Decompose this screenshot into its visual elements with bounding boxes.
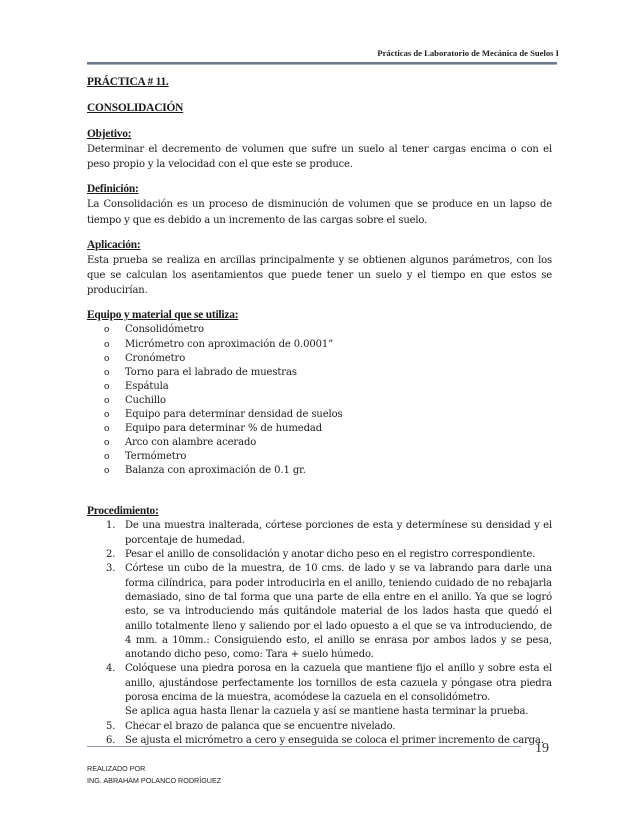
header-divider: [87, 62, 557, 65]
bullet-icon: o: [104, 339, 110, 350]
bullet-icon: o: [104, 438, 110, 449]
application-text: Esta prueba se realiza en arcillas principalmente y se obtienen algunos parámetros, con los que se calculan los asentamientos que puede tener un suelo y el tiempo en que estos se producirían.: [87, 254, 552, 297]
bullet-icon: o: [104, 424, 110, 435]
procedure-step: 6. Se ajusta el micrómetro a cero y enseguida se coloca el primer incremento de carga.: [106, 734, 544, 746]
list-item: o Arco con alambre acerado: [87, 436, 552, 450]
procedure-steps: [87, 519, 552, 748]
list-item: o Torno para el labrado de muestras: [87, 366, 552, 380]
list-item: o Equipo para determinar % de humedad: [87, 422, 552, 436]
practice-number: PRÁCTICA # 11.: [87, 76, 169, 88]
bullet-icon: o: [104, 367, 110, 378]
bullet-icon: o: [104, 353, 110, 364]
page-number: 19: [535, 741, 549, 756]
page-content: [87, 75, 552, 748]
practice-title: CONSOLIDACIÓN: [87, 102, 184, 114]
footer-credits: [87, 763, 221, 787]
procedure-step: 1. De una muestra inalterada, córtese porciones de esta y determínese su densidad y el porcentaje de humedad.: [106, 520, 552, 546]
bullet-icon: o: [104, 381, 110, 392]
list-item: o Cuchillo: [87, 394, 552, 408]
list-item: o Balanza con aproximación de 0.1 gr.: [87, 464, 552, 478]
list-item: o Espátula: [87, 380, 552, 394]
procedure-step: 3. Córtese un cubo de la muestra, de 10 cms. de lado y se va labrando para darle una forma cilíndrica, para poder introducirla en el anillo, teniendo cuidado de no rebajarla demasiado, sino de tal forma que una parte de ella entre en el anillo. Ya que se logró esto, se va introduciendo más quitándole material de los lados hasta que quedó el anillo totalmente lleno y saliendo por el lado opuesto a el que se va introduciendo, de 4 mm. a 10mm.: Consiguiendo esto, el anillo se enrasa por ambos lados y se pesa, anotando dicho peso, como: Tara + suelo húmedo.: [106, 563, 552, 661]
bullet-icon: o: [104, 452, 110, 463]
footer-line-2: ING. ABRAHAM POLANCO RODRÍGUEZ: [87, 776, 222, 785]
application-heading: Aplicación:: [87, 238, 141, 251]
list-item: o Cronómetro: [87, 352, 552, 366]
bullet-icon: o: [104, 395, 110, 406]
footer-divider: [87, 746, 521, 747]
running-header: Prácticas de Laboratorio de Mecánica de Suelos I: [377, 48, 559, 58]
objective-heading: Objetivo:: [87, 128, 132, 140]
definition-text: La Consolidación es un proceso de disminución de volumen que se produce en un lapso de tiempo y que es debido a un incremento de las cargas sobre el suelo.: [87, 199, 552, 226]
definition-heading: Definición:: [87, 183, 139, 196]
equipment-heading: Equipo y material que se utiliza:: [87, 309, 239, 322]
bullet-icon: o: [104, 325, 110, 336]
list-item: o Consolidómetro: [87, 323, 552, 337]
footer-line-1: REALIZADO POR: [87, 764, 146, 773]
procedure-step: 5. Checar el brazo de palanca que se encuentre nivelado.: [106, 720, 396, 732]
procedure-step: 4. Colóquese una piedra porosa en la cazuela que mantiene fijo el anillo y sobre esta el anillo, ajustándose perfectamente los tornillos de esta cazuela y póngase otra piedra porosa encima de la muestra, acomódese la cazuela en el consolidómetro. Se aplica agua hasta llenar la cazuela y así se mantiene hasta terminar la prueba.: [106, 663, 552, 718]
equipment-list: [87, 323, 552, 478]
list-item: o Micrómetro con aproximación de 0.0001”: [87, 338, 552, 352]
procedure-heading: Procedimiento:: [87, 505, 159, 518]
list-item: o Termómetro: [87, 450, 552, 464]
bullet-icon: o: [104, 466, 110, 477]
procedure-step: 2. Pesar el anillo de consolidación y anotar dicho peso en el registro correspondiente.: [106, 549, 536, 561]
objective-text: Determinar el decremento de volumen que sufre un suelo al tener cargas encima o con el peso propio y la velocidad con el que este se produce.: [87, 144, 552, 171]
bullet-icon: o: [104, 409, 110, 420]
list-item: o Equipo para determinar densidad de suelos: [87, 408, 552, 422]
